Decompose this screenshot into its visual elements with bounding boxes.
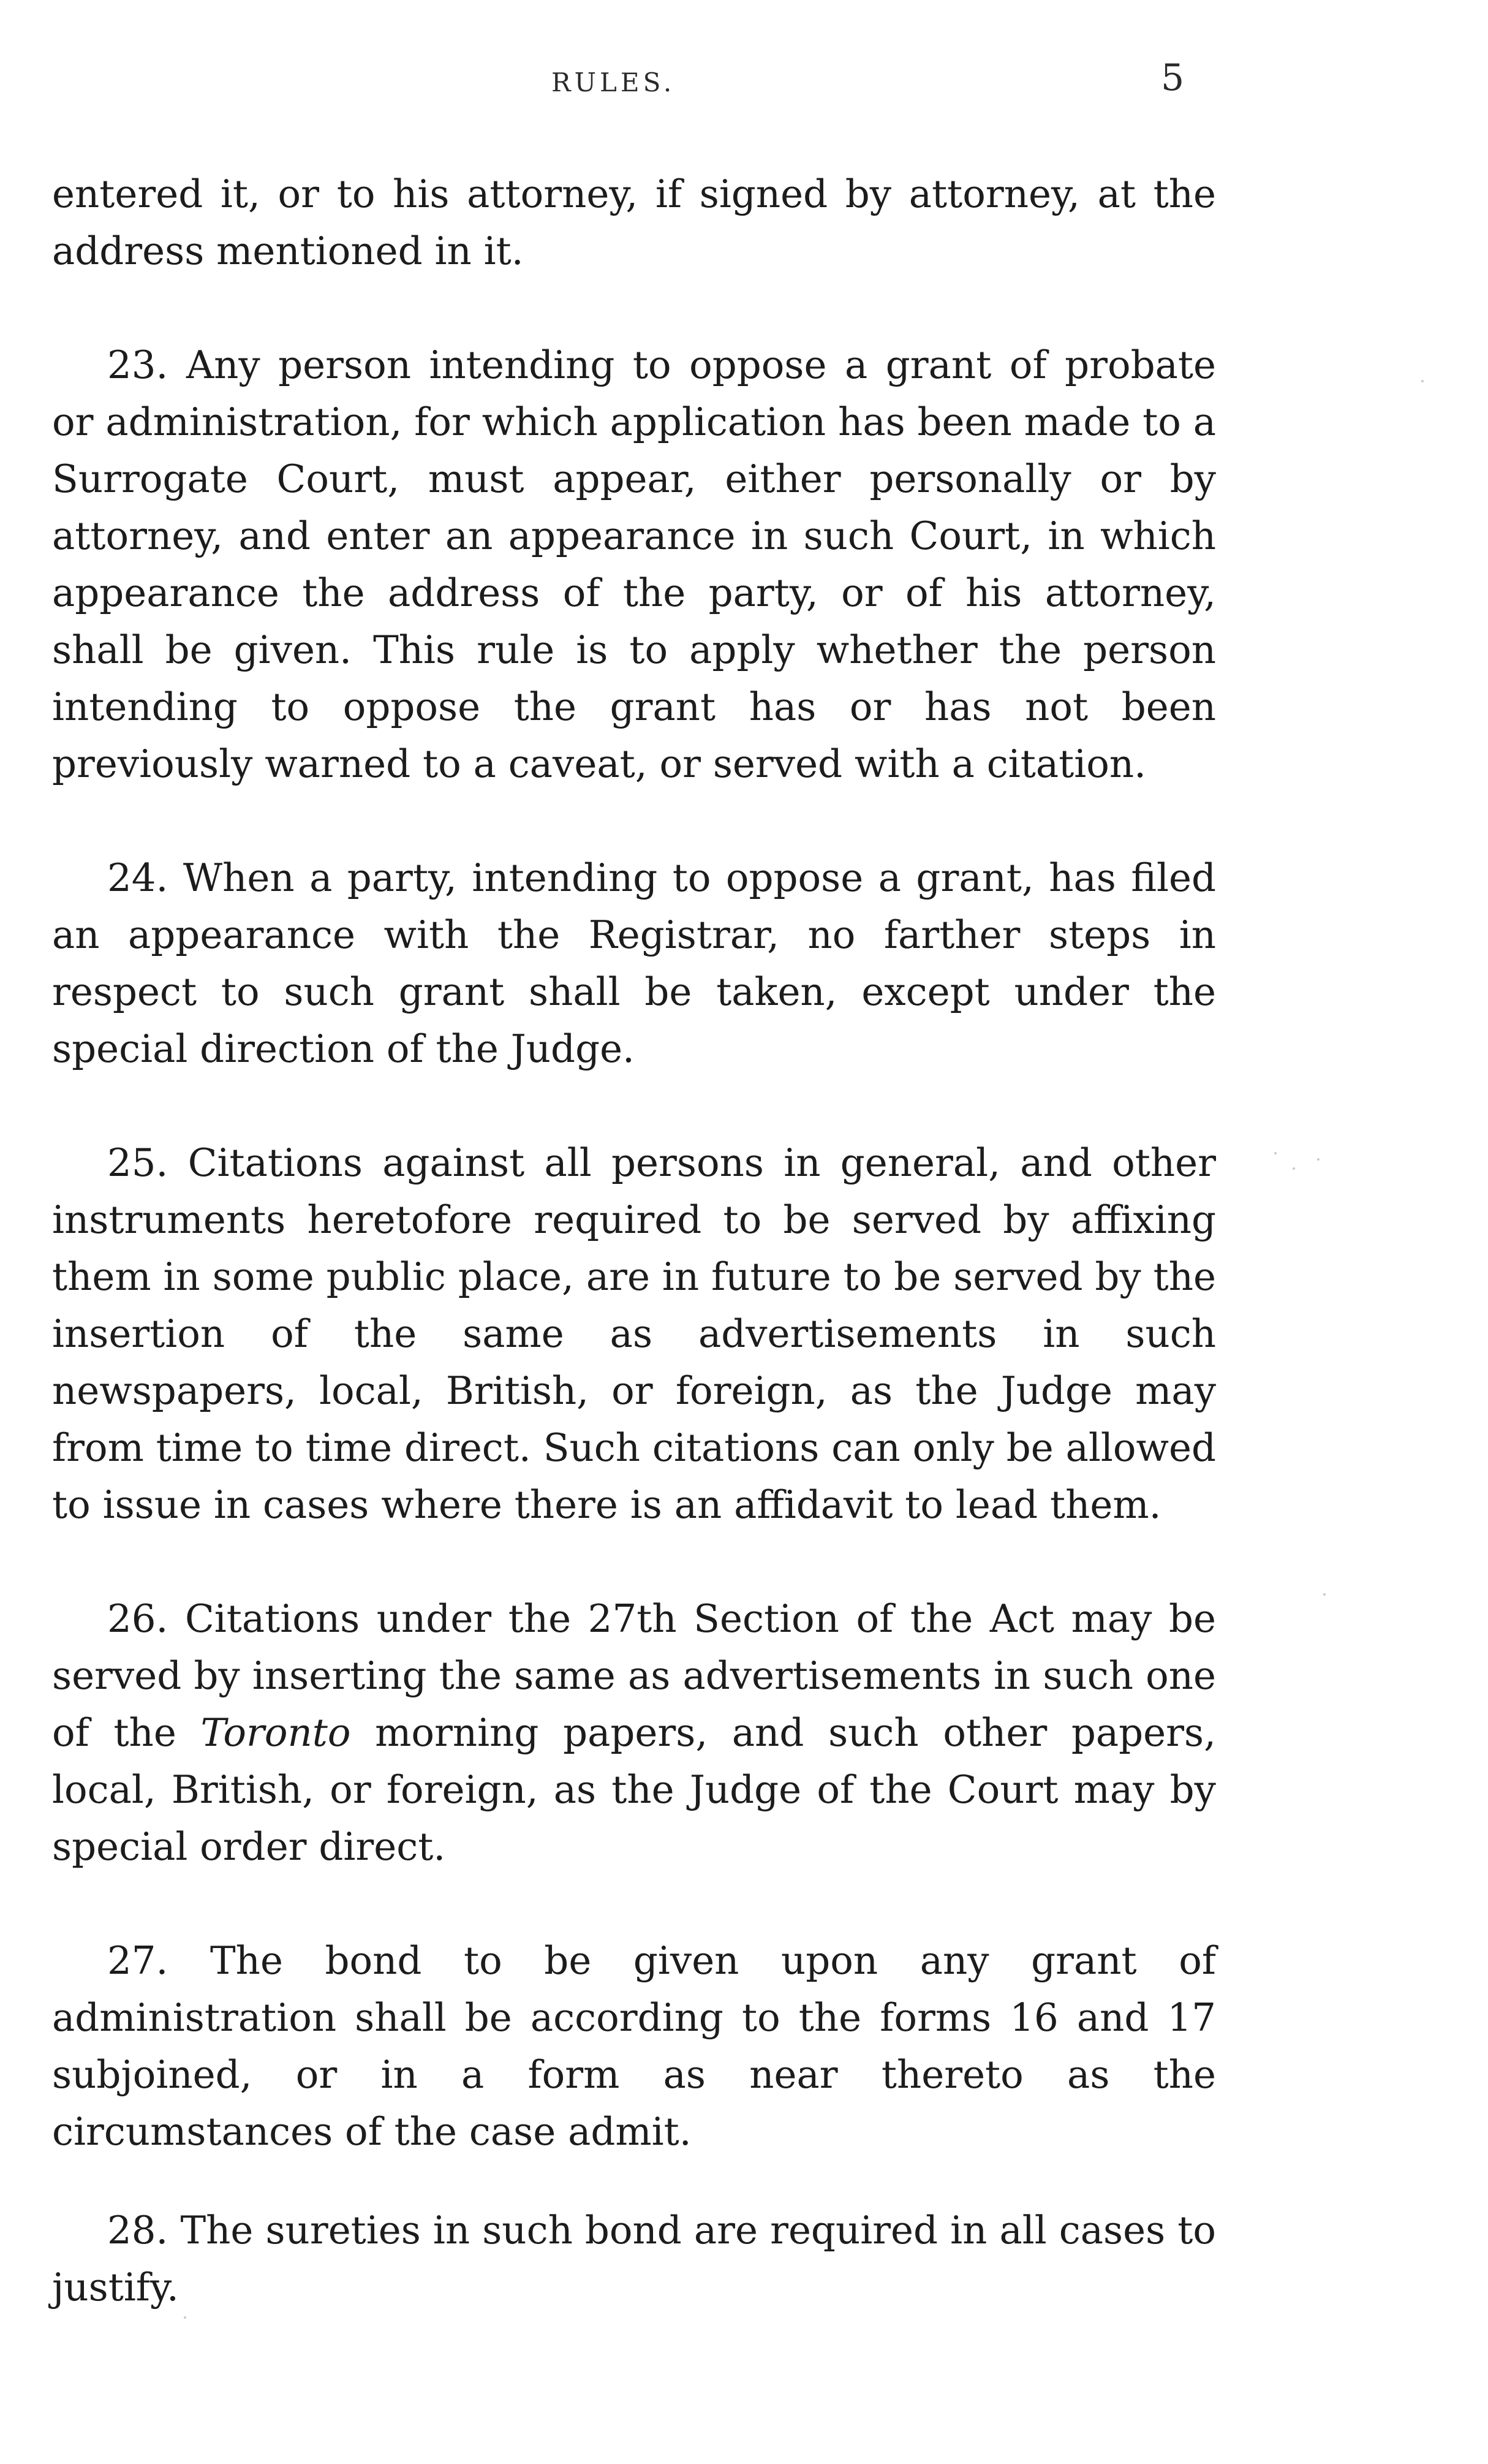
rule-23 <box>52 336 1216 792</box>
body-text <box>52 165 1216 2373</box>
rule-number: 24. <box>107 855 168 900</box>
rule-text-italic: Toronto <box>200 1710 351 1755</box>
paragraph-continuation <box>52 165 1216 279</box>
rule-number: 25. <box>107 1140 168 1185</box>
scan-speck <box>1317 1158 1320 1161</box>
rule-25 <box>52 1134 1216 1533</box>
rule-text-after: morning papers, and such other papers, local, British, or foreign, as the Judge of the Court may by special order direct. <box>52 1710 1216 1869</box>
rule-number: 27. <box>107 1938 168 1983</box>
running-head: RULES. <box>551 67 676 97</box>
scan-speck <box>1323 1593 1326 1596</box>
scan-speck <box>1293 1167 1295 1170</box>
page-number: 5 <box>1161 56 1185 99</box>
scan-speck <box>1274 1152 1277 1154</box>
rule-text: The bond to be given upon any grant of administration shall be according to the forms 16 and 17 subjoined, or in a form as near thereto as the circumstances of the case admit. <box>52 1938 1216 2154</box>
rule-text: Any person intending to oppose a grant of probate or administration, for which application has been made to a Surrogate Court, must appear, either personally or by attorney, and enter an appearance in such Court, in which appearance the address of the party, or of his attorney, shall be given. This rule is to apply whether the person intending to oppose the grant has or has not been previously warned to a caveat, or served with a citation. <box>52 343 1216 786</box>
rule-number: 23. <box>107 343 168 387</box>
rule-24 <box>52 849 1216 1077</box>
rule-number: 26. <box>107 1596 168 1641</box>
scan-speck <box>1421 380 1424 382</box>
rule-text: When a party, intending to oppose a grant, has filed an appearance with the Registrar, no farther steps in respect to such grant shall be taken, except under the special direction of the Judge. <box>52 855 1216 1071</box>
rule-number: 28. <box>107 2208 168 2253</box>
rule-28 <box>52 2202 1216 2316</box>
rule-26 <box>52 1590 1216 1875</box>
rule-text-before: Citations under the 27th Section of the Act may be served by inserting the same as advertisements in such one of the <box>52 1596 1216 1755</box>
rule-27 <box>52 1932 1216 2160</box>
paragraph-text: entered it, or to his attorney, if signed by attorney, at the address mentioned in it. <box>52 172 1216 273</box>
rule-text: Citations against all persons in general, and other instruments heretofore required to be served by affixing them in some public place, are in future to be served by the insertion of the same as advertisements in such newspapers, local, British, or foreign, as the Judge may from time to time direct. Such citations can only be allowed to issue in cases where there is an affidavit to lead them. <box>52 1140 1216 1527</box>
rule-text: The sureties in such bond are required in all cases to justify. <box>52 2208 1216 2310</box>
